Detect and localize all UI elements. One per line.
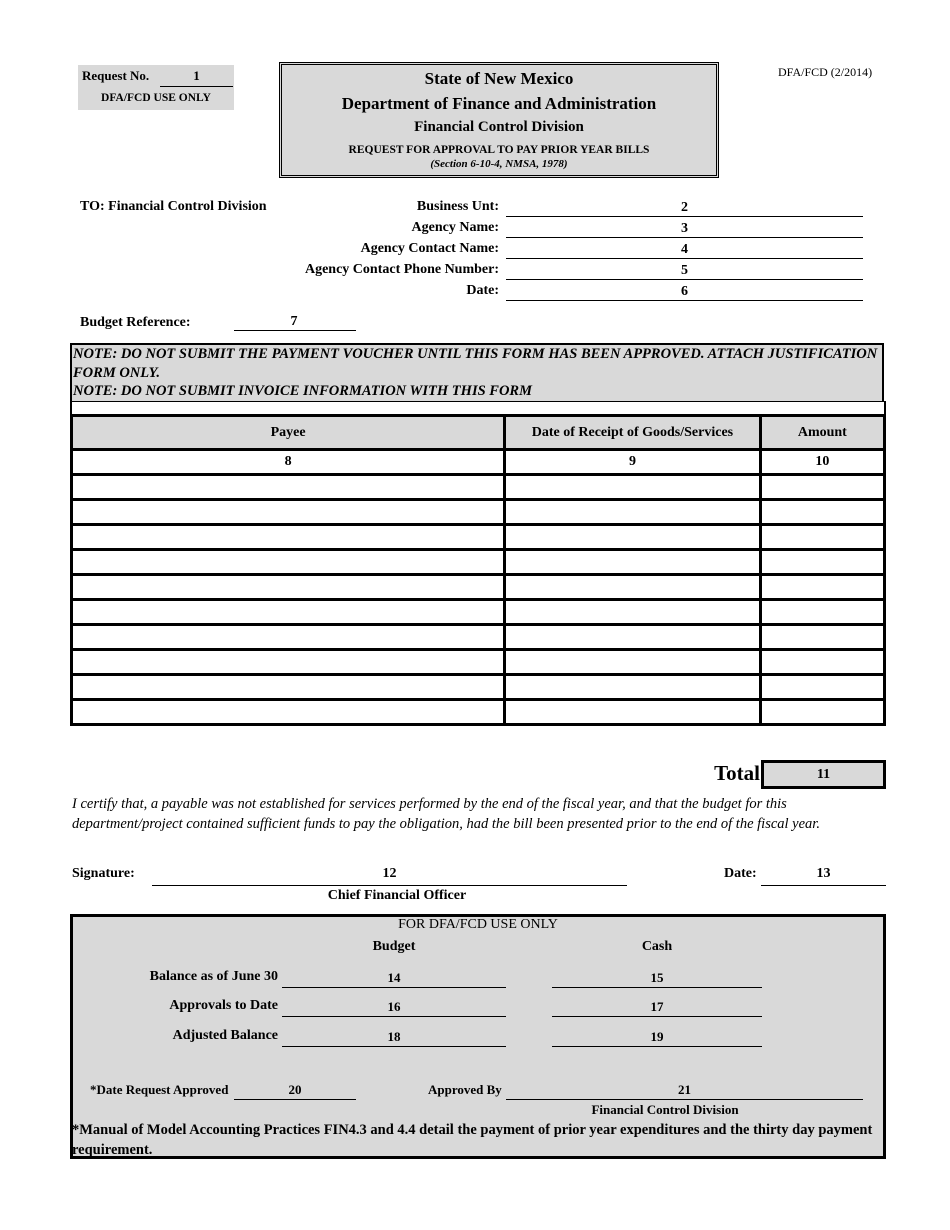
certification-text: I certify that, a payable was not established for services performed by the end of the fiscal year, and that the budget for this department/project contained sufficient funds to pay the obligation, had the bill been presented prior to the end of the fiscal year. bbox=[72, 796, 820, 832]
table-row bbox=[72, 575, 885, 600]
request-number-field[interactable]: 1 bbox=[160, 68, 233, 87]
date-of-receipt-cell[interactable] bbox=[505, 575, 760, 600]
date-of-receipt-cell[interactable] bbox=[505, 550, 760, 575]
amount-cell[interactable] bbox=[760, 500, 884, 525]
form-title: REQUEST FOR APPROVAL TO PAY PRIOR YEAR BILLS bbox=[348, 144, 650, 156]
table-row bbox=[72, 650, 885, 675]
dfa-use-only-label: DFA/FCD USE ONLY bbox=[101, 92, 211, 104]
amount-cell[interactable] bbox=[760, 550, 884, 575]
note-invoice: NOTE: DO NOT SUBMIT INVOICE INFORMATION WITH THIS FORM bbox=[73, 383, 532, 399]
statute-reference: (Section 6-10-4, NMSA, 1978) bbox=[430, 158, 568, 170]
form-code: DFA/FCD (2/2014) bbox=[778, 65, 873, 79]
amount-cell[interactable] bbox=[760, 700, 884, 725]
payee-cell[interactable] bbox=[72, 600, 505, 625]
amount-cell[interactable] bbox=[760, 525, 884, 550]
date-of-receipt-cell[interactable] bbox=[505, 600, 760, 625]
request-number-label: Request No. bbox=[82, 68, 150, 83]
agency-contact-phone-label: Agency Contact Phone Number: bbox=[304, 262, 499, 277]
date-field[interactable]: 6 bbox=[506, 283, 863, 301]
balance-june-30-cash-field[interactable]: 15 bbox=[552, 968, 762, 988]
business-unit-label: Business Unt: bbox=[416, 199, 499, 214]
date-of-receipt-cell[interactable] bbox=[505, 700, 760, 725]
approved-by-label: Approved By bbox=[428, 1082, 502, 1097]
table-row bbox=[72, 550, 885, 575]
note-spacer bbox=[70, 401, 886, 415]
amount-cell[interactable] bbox=[760, 600, 884, 625]
agency-contact-name-label: Agency Contact Name: bbox=[360, 241, 499, 256]
dfa-section-title: FOR DFA/FCD USE ONLY bbox=[398, 917, 558, 932]
adjusted-balance-budget-field[interactable]: 18 bbox=[282, 1027, 506, 1047]
table-header-row bbox=[72, 416, 885, 450]
payee-header: Payee bbox=[72, 416, 505, 450]
budget-reference-label: Budget Reference: bbox=[80, 315, 191, 330]
adjusted-balance-cash-field[interactable]: 19 bbox=[552, 1027, 762, 1047]
signature-field[interactable]: 12 bbox=[152, 866, 627, 886]
agency-contact-name-field[interactable]: 4 bbox=[506, 241, 863, 259]
date-of-receipt-header: Date of Receipt of Goods/Services bbox=[505, 416, 760, 450]
date-of-receipt-cell[interactable] bbox=[505, 475, 760, 500]
budget-reference-value: 7 bbox=[290, 314, 298, 329]
table-row bbox=[72, 625, 885, 650]
payee-cell[interactable] bbox=[72, 525, 505, 550]
table-row bbox=[72, 500, 885, 525]
amount-cell[interactable]: 10 bbox=[760, 450, 884, 475]
budget-reference-field[interactable] bbox=[234, 314, 356, 331]
total-field[interactable]: 11 bbox=[761, 760, 886, 789]
manual-footnote: *Manual of Model Accounting Practices FIN4.3 and 4.4 detail the payment of prior year expenditures and the thirty day payment requirement. bbox=[72, 1122, 873, 1158]
date-of-receipt-cell[interactable] bbox=[505, 650, 760, 675]
table-row bbox=[72, 675, 885, 700]
table-row bbox=[72, 600, 885, 625]
chief-financial-officer-label: Chief Financial Officer bbox=[327, 888, 467, 903]
agency-contact-phone-field[interactable]: 5 bbox=[506, 262, 863, 280]
financial-control-division-label: Financial Control Division bbox=[591, 1102, 739, 1117]
signature-date-label: Date: bbox=[724, 866, 757, 881]
date-of-receipt-cell[interactable] bbox=[505, 625, 760, 650]
table-row bbox=[72, 525, 885, 550]
approvals-to-date-budget-field[interactable]: 16 bbox=[282, 997, 506, 1017]
payee-cell[interactable] bbox=[72, 575, 505, 600]
department-title: Department of Finance and Administration bbox=[341, 94, 657, 113]
form-title-box bbox=[279, 62, 719, 178]
payee-cell[interactable] bbox=[72, 550, 505, 575]
amount-cell[interactable] bbox=[760, 475, 884, 500]
date-request-approved-field[interactable]: 20 bbox=[234, 1082, 356, 1100]
balance-june-30-label: Balance as of June 30 bbox=[149, 969, 278, 984]
signature-date-field[interactable]: 13 bbox=[761, 866, 886, 886]
note-voucher: NOTE: DO NOT SUBMIT THE PAYMENT VOUCHER UNTIL THIS FORM HAS BEEN APPROVED. ATTACH JUSTIFICATION FORM ONLY. bbox=[73, 346, 878, 381]
adjusted-balance-label: Adjusted Balance bbox=[172, 1028, 278, 1043]
payee-cell[interactable] bbox=[72, 700, 505, 725]
amount-cell[interactable] bbox=[760, 575, 884, 600]
amount-cell[interactable] bbox=[760, 625, 884, 650]
note-box bbox=[70, 343, 884, 401]
date-of-receipt-cell[interactable] bbox=[505, 500, 760, 525]
balance-june-30-budget-field[interactable]: 14 bbox=[282, 968, 506, 988]
to-label: TO: Financial Control Division bbox=[80, 199, 267, 214]
business-unit-field[interactable]: 2 bbox=[506, 199, 863, 217]
table-row bbox=[72, 450, 885, 475]
date-of-receipt-cell[interactable] bbox=[505, 525, 760, 550]
amount-cell[interactable] bbox=[760, 675, 884, 700]
signature-label: Signature: bbox=[72, 866, 135, 881]
payee-cell[interactable] bbox=[72, 675, 505, 700]
payee-cell[interactable] bbox=[72, 475, 505, 500]
total-label: Total bbox=[714, 761, 760, 785]
payee-cell[interactable]: 8 bbox=[72, 450, 505, 475]
state-title: State of New Mexico bbox=[424, 69, 574, 88]
payee-cell[interactable] bbox=[72, 650, 505, 675]
date-request-approved-label: *Date Request Approved bbox=[90, 1082, 229, 1097]
payee-table bbox=[70, 414, 886, 726]
date-label: Date: bbox=[466, 283, 499, 298]
approved-by-field[interactable]: 21 bbox=[506, 1082, 863, 1100]
amount-header: Amount bbox=[760, 416, 884, 450]
division-title: Financial Control Division bbox=[414, 119, 584, 135]
payee-cell[interactable] bbox=[72, 625, 505, 650]
agency-name-label: Agency Name: bbox=[411, 220, 499, 235]
cash-column-header: Cash bbox=[641, 939, 673, 954]
table-row bbox=[72, 475, 885, 500]
approvals-to-date-label: Approvals to Date bbox=[169, 998, 278, 1013]
date-of-receipt-cell[interactable] bbox=[505, 675, 760, 700]
agency-name-field[interactable]: 3 bbox=[506, 220, 863, 238]
budget-column-header: Budget bbox=[372, 939, 416, 954]
amount-cell[interactable] bbox=[760, 650, 884, 675]
payee-cell[interactable] bbox=[72, 500, 505, 525]
approvals-to-date-cash-field[interactable]: 17 bbox=[552, 997, 762, 1017]
date-of-receipt-cell[interactable]: 9 bbox=[505, 450, 760, 475]
table-row bbox=[72, 700, 885, 725]
